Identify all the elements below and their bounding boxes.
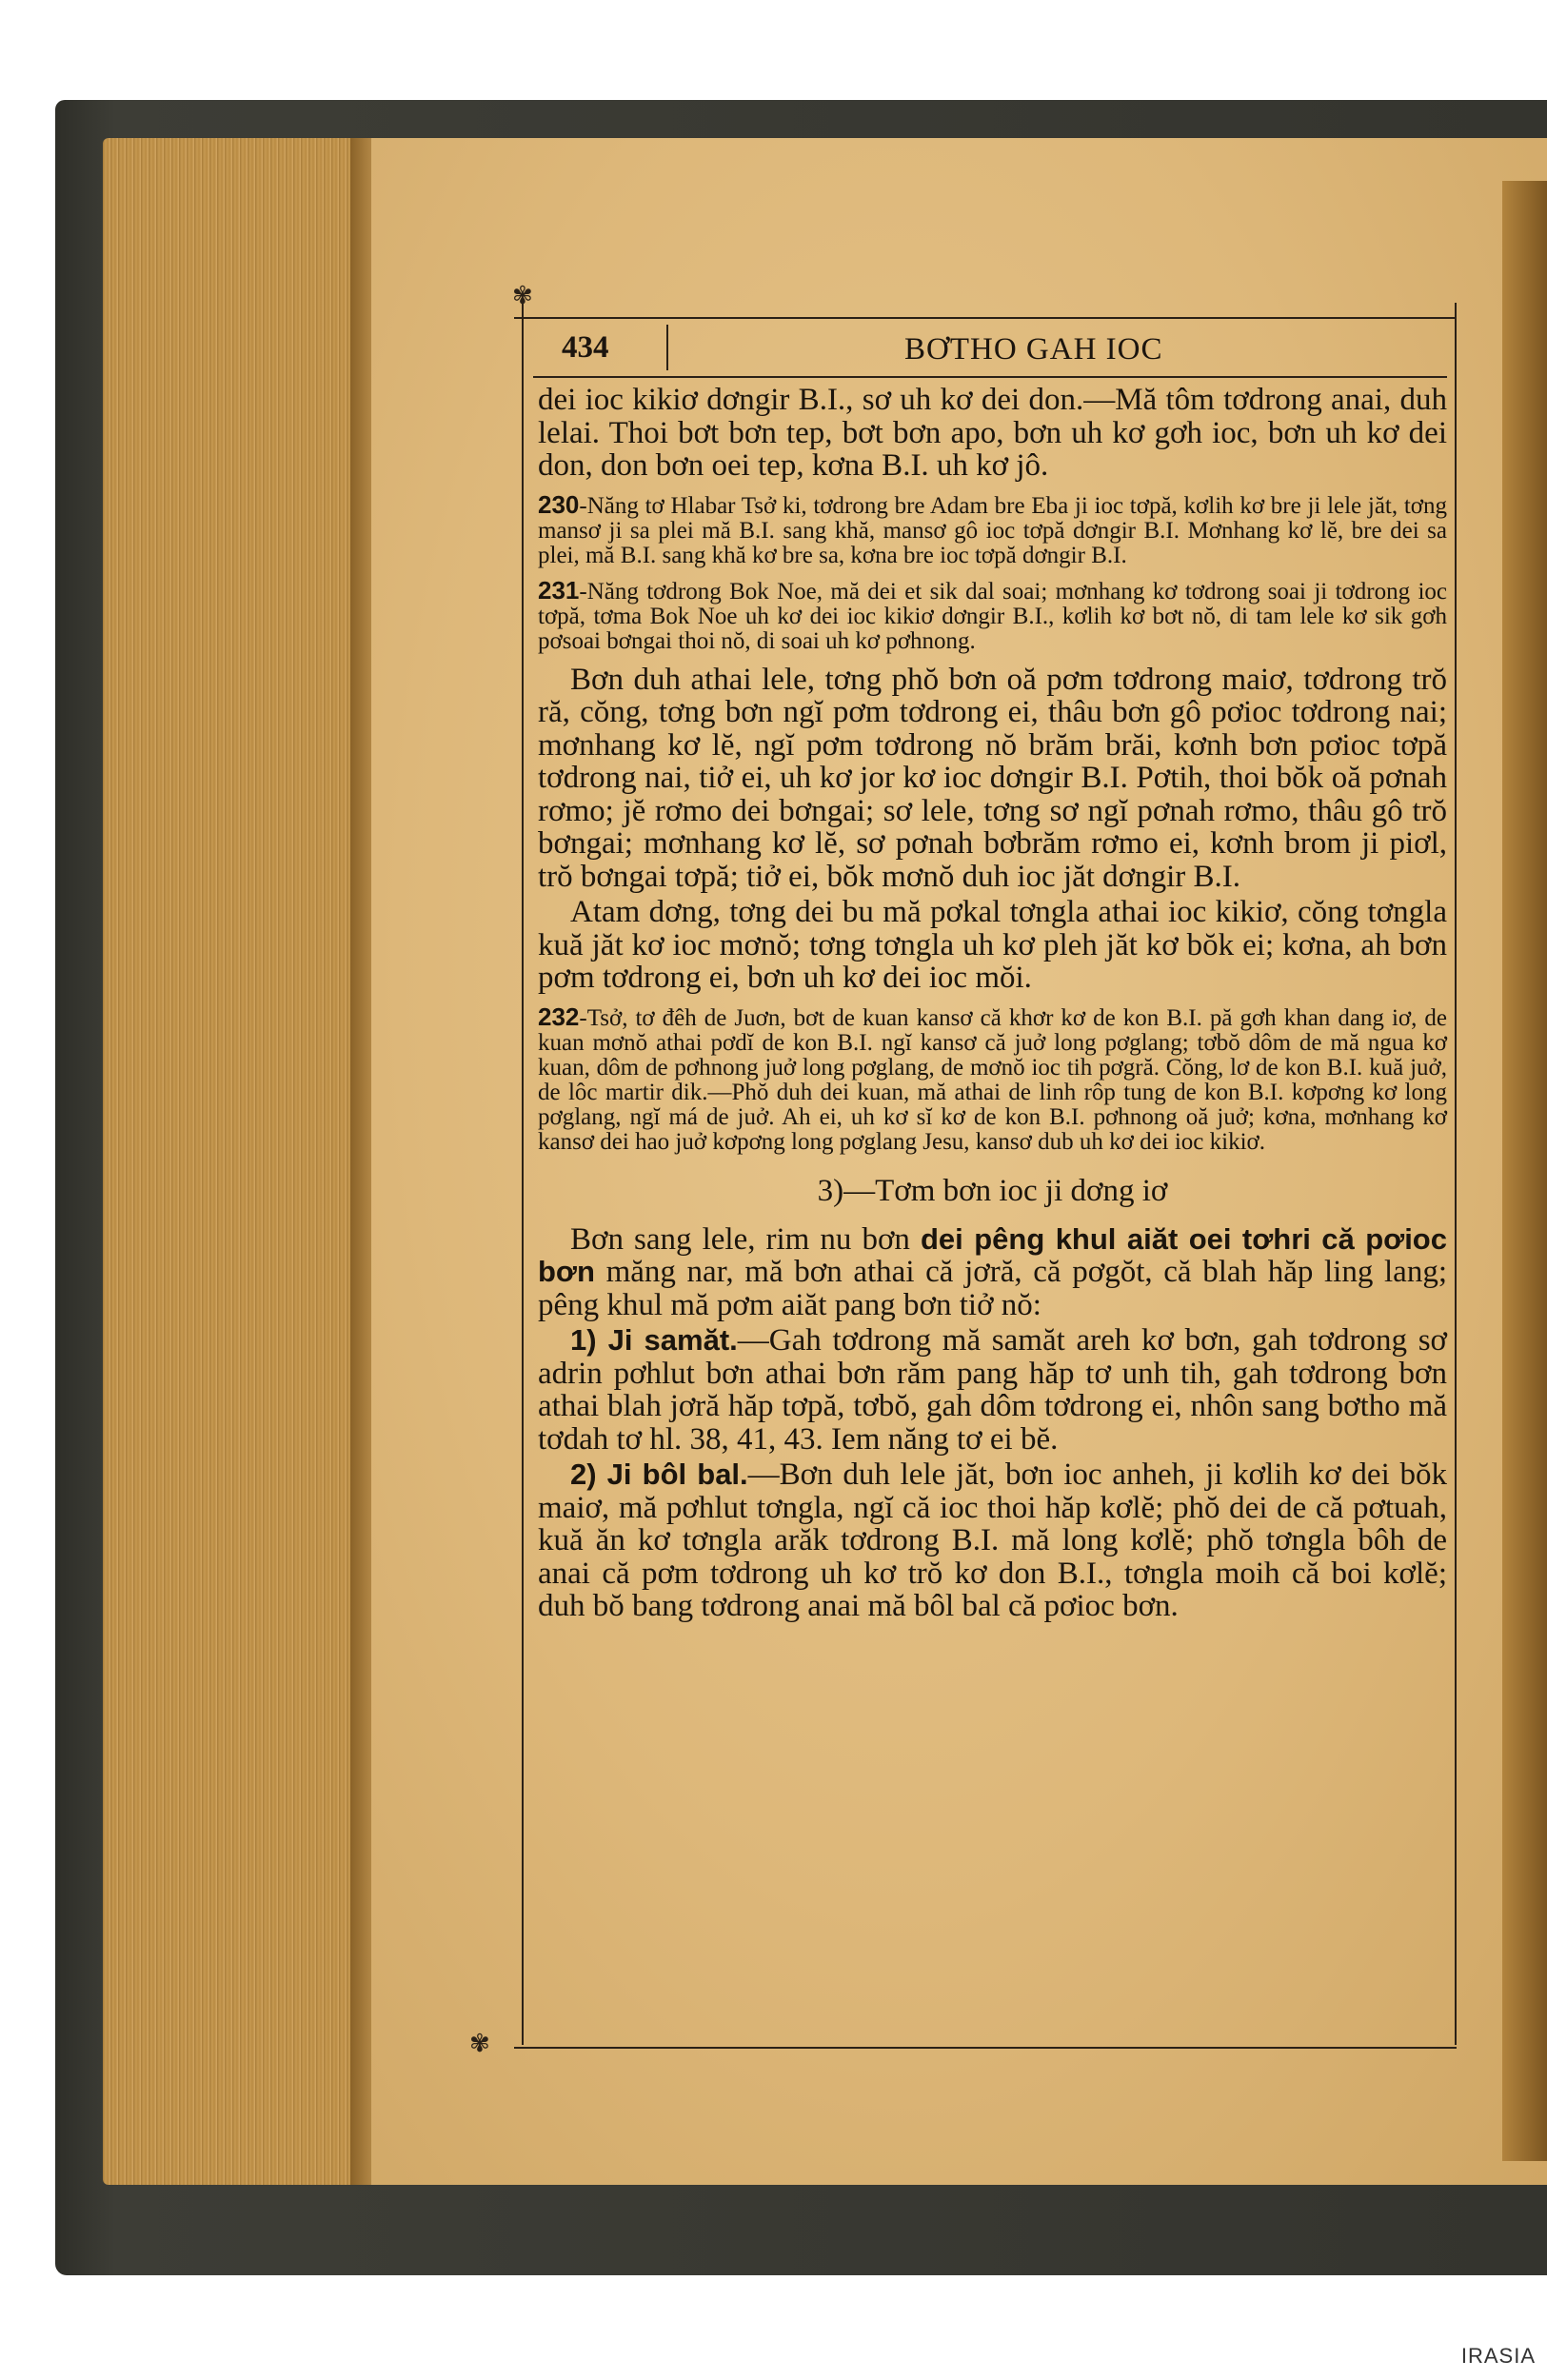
next-page-edge — [1502, 181, 1547, 2161]
running-title: BƠTHO GAH IOC — [904, 332, 1163, 367]
paragraph-rest: măng nar, mă bơn athai că jơră, că pơgŏt, că blah hăp ling lang; pêng khul mă pơm aiăt pang bơn tiở nŏ: — [538, 1255, 1447, 1322]
header-divider — [666, 325, 668, 370]
numbered-note-231 — [538, 575, 1447, 654]
paragraph-lead: Bơn sang lele, rim nu bơn — [570, 1221, 921, 1257]
section-heading: 3)—Tơm bơn ioc ji dơng iơ — [817, 1173, 1168, 1208]
flower-ornament-icon: ✾ — [469, 2030, 490, 2057]
list-item-text: —Bơn duh lele jăt, bơn ioc anheh, ji kơlih kơ dei bŏk maiơ, mă pơhlut tơngla, ngĭ că ioc thoi hăp kơlĕ; phŏ dei de că pơtuah, kuă ăn kơ tơngla arăk tơdrong B.I. mă long kơlĕ; phŏ tơngla bôh de anai că pơm tơdrong uh kơ trŏ kơ don B.I., tơngla moih că boi kơlĕ; duh bŏ bang tơdrong anai mă bôl bal că pơioc bơn. — [538, 1458, 1447, 1623]
paragraph: Atam dơng, tơng dei bu mă pơkal tơngla athai ioc kikiơ, cŏng tơngla kuă jăt kơ ioc mơnŏ; tơng tơngla uh kơ pleh jăt kơ bŏk ei; kơna, ah bơn pơm tơdrong ei, bơn uh kơ dei ioc mŏi. — [538, 895, 1447, 995]
list-item — [538, 1458, 1447, 1623]
numbered-note-230 — [538, 489, 1447, 568]
page-number: 434 — [562, 330, 609, 365]
note-text: -Tsở, tơ đêh de Juơn, bơt de kuan kansơ că khơr kơ de kon B.I. pă gơh khan dang iơ, de kuan mơnŏ athai pơdĭ de kon B.I. ngĭ kansơ că juở long pơglang; tơbŏ dôm de mă ngua kơ kuan, dôm de pơhnong juở long pơglang, de mơnŏ ioc tih pơgră. Cŏng, lơ de kon B.I. kuă juở, de lôc martir dik.—Phŏ duh dei kuan, mă athai de linh rôp tung de kon B.I. kơpơng kơ long pơglang, ngĭ má de juở. Ah ei, uh kơ sĭ kơ de kon B.I. pơhnong oă juở; kơna, mơnhang kơ kansơ dei hao juở kơpơng long pơglang Jesu, kansơ dub uh kơ dei ioc kikiơ. — [538, 1004, 1447, 1155]
numbered-note-232 — [538, 1004, 1447, 1155]
paragraph — [538, 1223, 1447, 1322]
list-item-label: 2) Ji bôl bal. — [570, 1458, 748, 1491]
page-edges — [103, 138, 369, 2185]
note-text: -Năng tơdrong Bok Noe, mă dei et sik dal soai; mơnhang kơ tơdrong soai ji tơdrong ioc tơpă, tơma Bok Noe uh kơ dei ioc kikiơ dơngir B.I., kơlih kơ bơt nŏ, di tam lele kơ sik gơh pơsoai bơngai thoi nŏ, di soai uh kơ pơhnong. — [538, 578, 1447, 654]
note-number: 232 — [538, 1002, 580, 1031]
list-item-label: 1) Ji samăt. — [570, 1323, 738, 1357]
note-number: 231 — [538, 575, 580, 605]
paragraph: Bơn duh athai lele, tơng phŏ bơn oă pơm tơdrong maiơ, tơdrong trŏ ră, cŏng, tơng bơn ngĭ pơm tơdrong ei, thâu bơn gô pơioc tơdrong nai; mơnhang kơ lĕ, ngĭ pơm tơdrong nŏ brăm brăi, kơnh bơn pơioc tơpă tơdrong nai, tiở ei, uh kơ jor kơ ioc dơngir B.I. Pơtih, thoi bŏk oă pơnah rơmo; jĕ rơmo dei bơngai; sơ lele, tơng sơ ngĭ pơnah rơmo, thâu gô trŏ bơngai; mơnhang kơ lĕ, sơ pơnah bơbrăm rơmo ei, kơnh brom ji piơl, trŏ bơngai tơpă; tiở ei, bŏk mơnŏ duh ioc jăt dơngir B.I. — [538, 662, 1447, 894]
note-number: 230 — [538, 489, 580, 519]
emphasis: dei pêng khul aiăt oei tơhri că pơioc bơn — [538, 1221, 1447, 1288]
note-text: -Năng tơ Hlabar Tsở ki, tơdrong bre Adam bre Eba ji ioc tơpă, kơlih kơ bre ji lele jăt, tơng mansơ ji sa plei mă B.I. sang khă, mansơ gô ioc tơpă dơngir B.I. Mơnhang kơ lĕ, bre dei sa plei, mă B.I. sang khă kơ bre sa, kơna bre ioc tơpă dơngir B.I. — [538, 492, 1447, 568]
watermark: IRASIA — [1460, 2344, 1536, 2368]
list-item — [538, 1324, 1447, 1456]
page-gutter — [350, 138, 373, 2185]
list-item-text: —Gah tơdrong mă samăt areh kơ bơn, gah tơdrong sơ adrin pơhlut bơn athai bơn răm pang hăp tơ unh tih, gah tơdrong bơn athai blah jơră hăp tơpă, tơbŏ, gah dôm tơdrong ei, nhôn sang bơtho mă tơdah tơ hl. 38, 41, 43. Iem năng tơ ei bĕ. — [538, 1323, 1447, 1457]
bottom-rule — [514, 2047, 1457, 2049]
page-body — [538, 381, 1447, 1623]
paragraph: dei ioc kikiơ dơngir B.I., sơ uh kơ dei don.—Mă tôm tơdrong anai, duh lelai. Thoi bơt bơn tep, bơt bơn apo, bơn uh kơ gơh ioc, bơn uh kơ dei don, don bơn oei tep, kơna B.I. uh kơ jô. — [538, 383, 1447, 483]
flower-ornament-icon: ✾ — [512, 282, 533, 309]
page-header — [533, 319, 1447, 378]
